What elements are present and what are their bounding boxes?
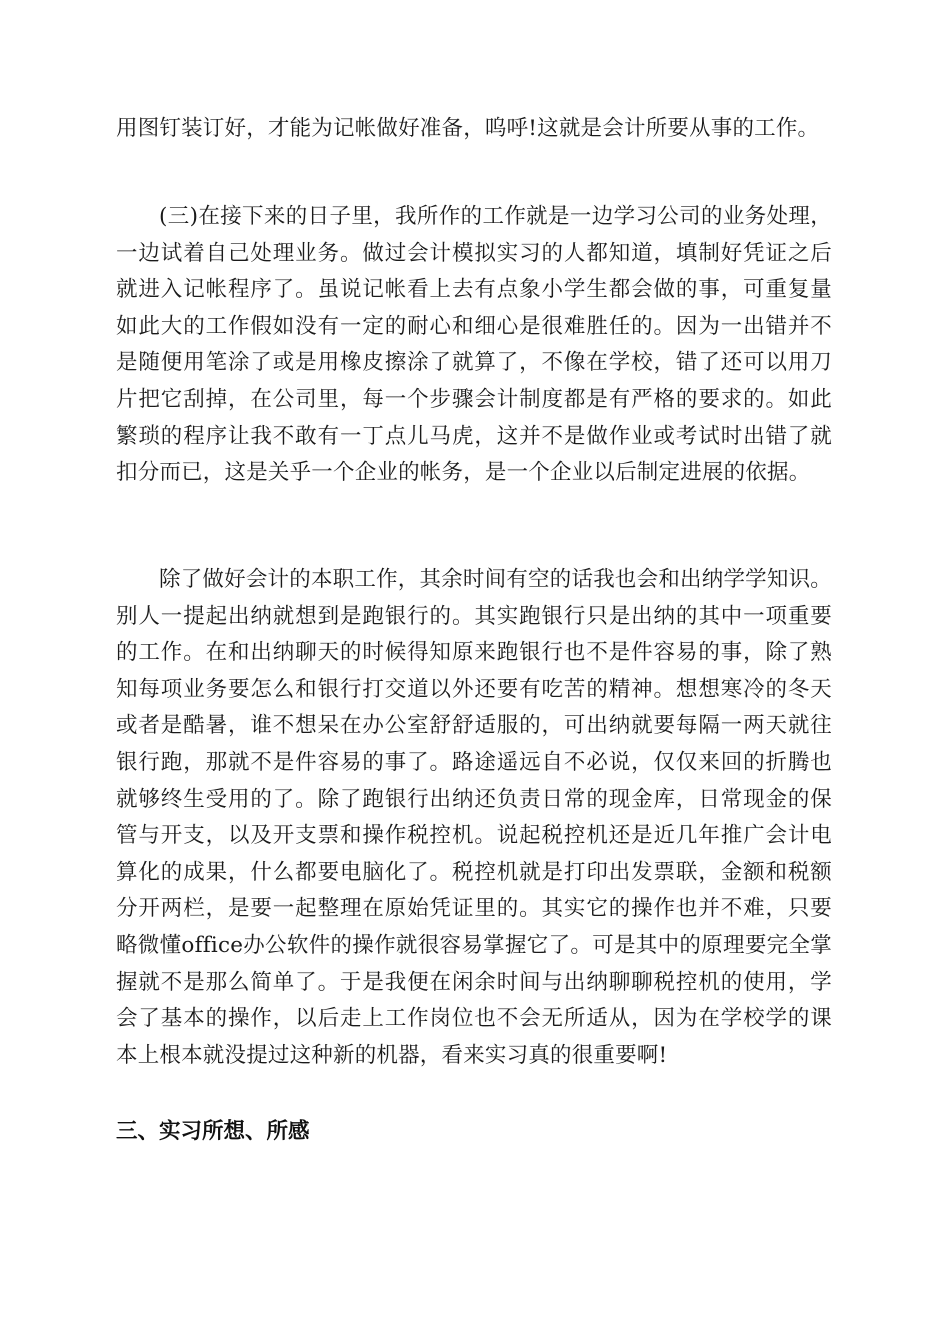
- paragraph-cashier-work: 除了做好会计的本职工作，其余时间有空的话我也会和出纳学学知识。别人一提起出纳就想到是跑银行的。其实跑银行只是出纳的其中一项重要的工作。在和出纳聊天的时候得知原来跑银行也不是件容易的事，除了熟知每项业务要怎么和银行打交道以外还要有吃苦的精神。想想寒冷的冬天或者是酷暑，谁不想呆在办公室舒舒适服的，可出纳就要每隔一两天就往银行跑，那就不是件容易的事了。路途遥远自不必说，仅仅来回的折腾也就够终生受用的了。除了跑银行出纳还负责日常的现金库，日常现金的保管与开支，以及开支票和操作税控机。说起税控机还是近几年推广会计电算化的成果，什么都要电脑化了。税控机就是打印出发票联，金额和税额分开两栏，是要一起整理在原始凭证里的。其实它的操作也并不难，只要略微懂office办公软件的操作就很容易掌握它了。可是其中的原理要完全掌握就不是那么简单了。于是我便在闲余时间与出纳聊聊税控机的使用，学会了基本的操作，以后走上工作岗位也不会无所适从，因为在学校学的课本上根本就没提过这种新的机器，看来实习真的很重要啊!: [116, 567, 832, 1068]
- section-heading: 三、实习所想、所感: [116, 1119, 310, 1144]
- paragraph-continuation: 用图钉装订好，才能为记帐做好准备，呜呼!这就是会计所要从事的工作。: [116, 116, 820, 141]
- paragraph-work-process: (三)在接下来的日子里，我所作的工作就是一边学习公司的业务处理，一边试着自己处理业务。做过会计模拟实习的人都知道，填制好凭证之后就进入记帐程序了。虽说记帐看上去有点象小学生都会做的事，可重复量如此大的工作假如没有一定的耐心和细心是很难胜任的。因为一出错并不是随便用笔涂了或是用橡皮擦涂了就算了，不像在学校，错了还可以用刀片把它刮掉，在公司里，每一个步骤会计制度都是有严格的要求的。如此繁琐的程序让我不敢有一丁点儿马虎，这并不是做作业或考试时出错了就扣分而已，这是关乎一个企业的帐务，是一个企业以后制定进展的依据。: [116, 204, 832, 486]
